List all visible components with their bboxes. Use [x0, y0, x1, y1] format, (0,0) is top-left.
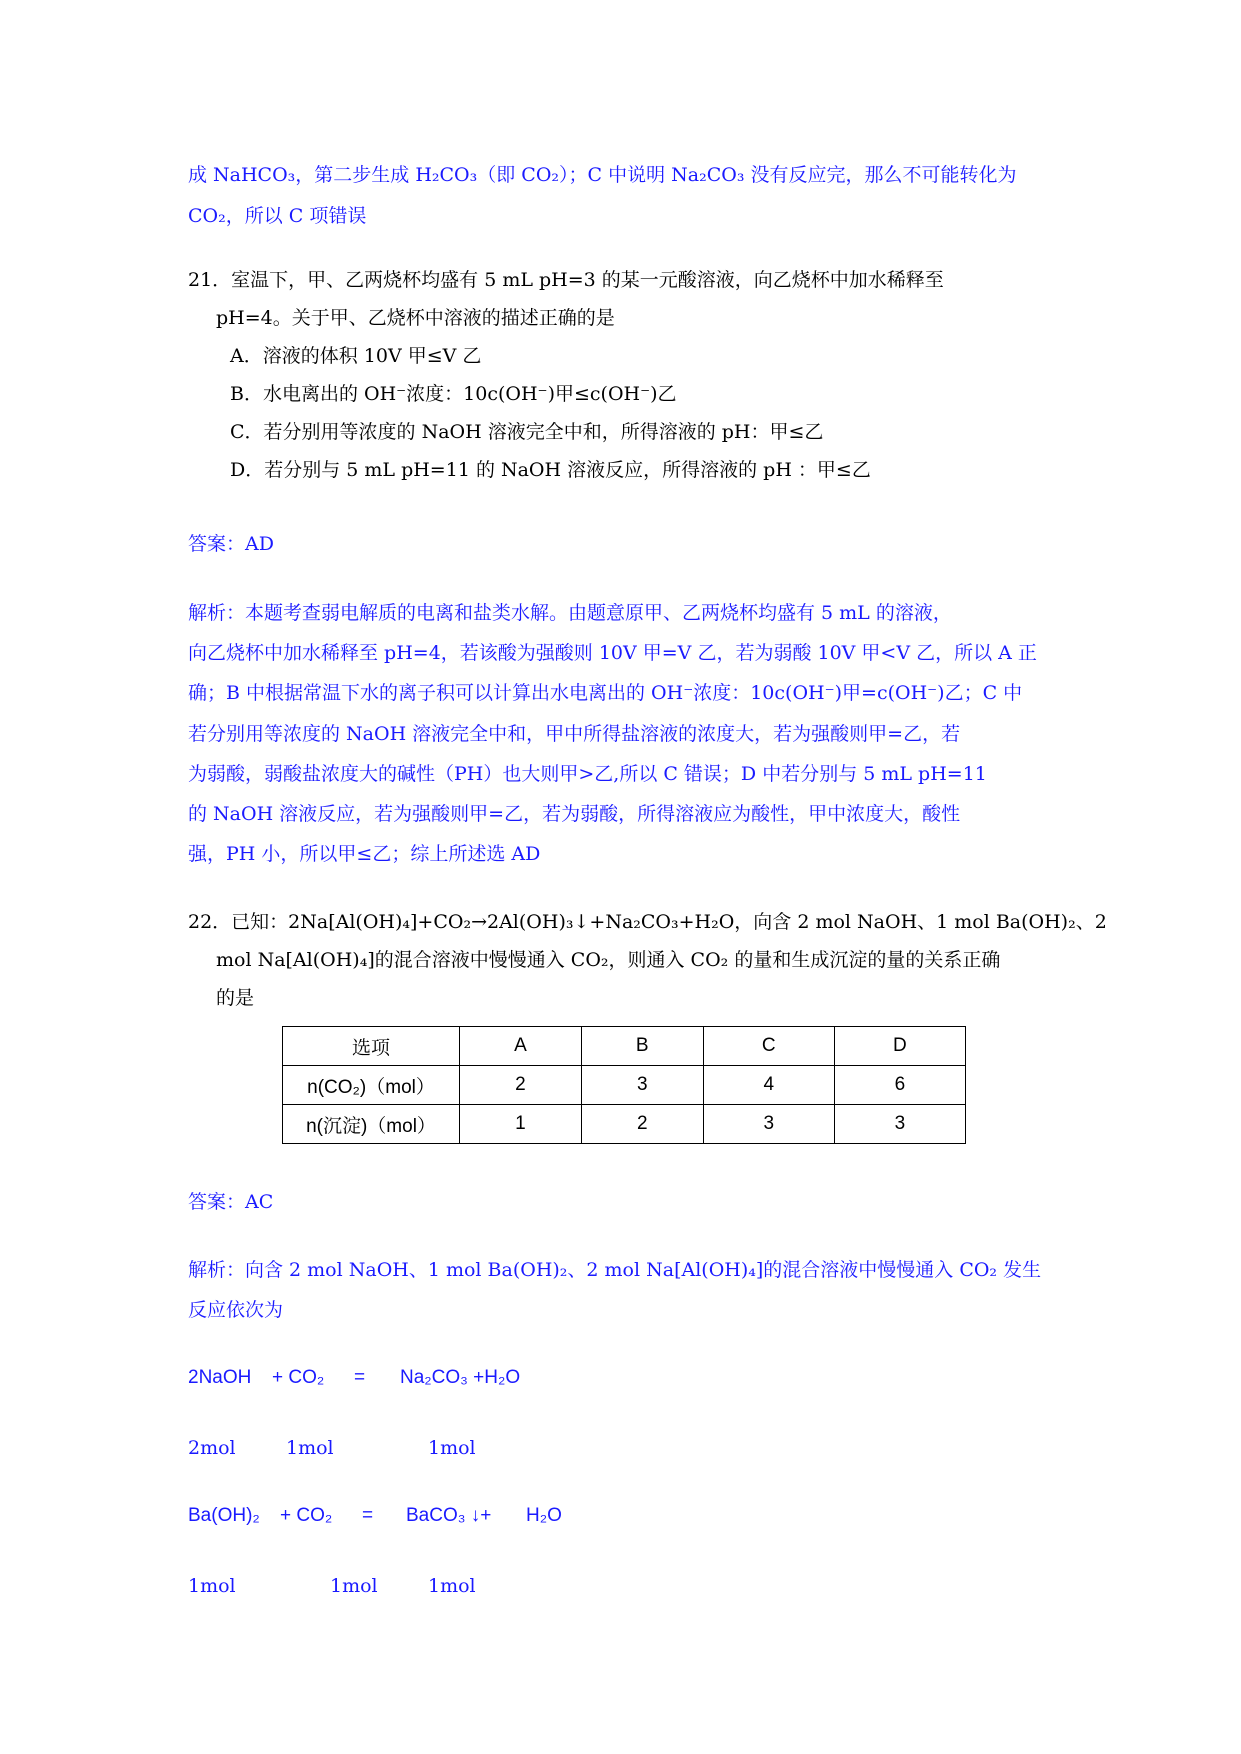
table-cell: 2 [581, 1105, 703, 1144]
table-header-cell: 选项 [283, 1027, 460, 1066]
q22-answer: 答案：AC [188, 1191, 274, 1213]
table-cell: 1 [460, 1105, 582, 1144]
table-row [283, 1066, 966, 1105]
options-table [282, 1026, 966, 1144]
table-cell: 4 [703, 1066, 834, 1105]
eq2-term: = [362, 1505, 374, 1526]
prev-explanation-line-2: CO₂，所以 C 项错误 [188, 205, 367, 227]
q22-stem-line-2: mol Na[Al(OH)₄]的混合溶液中慢慢通入 CO₂，则通入 CO₂ 的量和生成沉淀的量的关系正确 [216, 949, 1001, 971]
prev-explanation-line-1: 成 NaHCO₃，第二步生成 H₂CO₃（即 CO₂）；C 中说明 Na₂CO₃ 没有反应完，那么不可能转化为 [188, 164, 1017, 186]
eq2-term: BaCO₃ ↓+ [406, 1505, 492, 1526]
table-header-cell: D [834, 1027, 965, 1066]
eq2-mol: 1mol [188, 1575, 236, 1597]
table-row [283, 1105, 966, 1144]
q21-explanation-line-3: 确；B 中根据常温下水的离子积可以计算出水电离出的 OH⁻浓度：10c(OH⁻)甲=c(OH⁻)乙；C 中 [188, 682, 1023, 704]
eq1-term: = [354, 1367, 366, 1388]
eq1-mol: 1mol [286, 1437, 334, 1459]
eq1-mol: 1mol [428, 1437, 476, 1459]
eq2-mol: 1mol [330, 1575, 378, 1597]
table-cell: 3 [581, 1066, 703, 1105]
table-cell: n(CO₂)（mol） [283, 1066, 460, 1105]
q22-explanation-line-1: 解析：向含 2 mol NaOH、1 mol Ba(OH)₂、2 mol Na[Al(OH)₄]的混合溶液中慢慢通入 CO₂ 发生 [188, 1259, 1042, 1281]
q21-option-d: D．若分别与 5 mL pH=11 的 NaOH 溶液反应，所得溶液的 pH ：甲≤乙 [230, 459, 871, 481]
table-cell: 3 [834, 1105, 965, 1144]
table-cell: 3 [703, 1105, 834, 1144]
q22-explanation-line-2: 反应依次为 [188, 1299, 284, 1321]
q21-answer: 答案：AD [188, 533, 274, 555]
q21-option-a: A．溶液的体积 10V 甲≤V 乙 [230, 345, 482, 367]
table-header-cell: B [581, 1027, 703, 1066]
eq2-term: Ba(OH)₂ [188, 1505, 260, 1526]
table-cell: 6 [834, 1066, 965, 1105]
q21-option-c: C．若分别用等浓度的 NaOH 溶液完全中和，所得溶液的 pH：甲≤乙 [230, 421, 824, 443]
q21-explanation-line-6: 的 NaOH 溶液反应，若为强酸则甲=乙，若为弱酸，所得溶液应为酸性，甲中浓度大，酸性 [188, 803, 961, 825]
eq1-term: + CO₂ [272, 1367, 325, 1388]
eq1-term: Na₂CO₃ +H₂O [400, 1367, 521, 1388]
q21-stem-line-2: pH=4。关于甲、乙烧杯中溶液的描述正确的是 [216, 307, 615, 329]
q21-explanation-line-5: 为弱酸，弱酸盐浓度大的碱性（PH）也大则甲>乙,所以 C 错误；D 中若分别与 5 mL pH=11 [188, 763, 987, 785]
eq2-term: H₂O [526, 1505, 562, 1526]
eq2-term: + CO₂ [280, 1505, 333, 1526]
eq2-mol: 1mol [428, 1575, 476, 1597]
q21-explanation-line-2: 向乙烧杯中加水稀释至 pH=4，若该酸为强酸则 10V 甲=V 乙，若为弱酸 10V 甲<V 乙，所以 A 正 [188, 642, 1037, 664]
q21-stem-line-1: 21．室温下，甲、乙两烧杯均盛有 5 mL pH=3 的某一元酸溶液，向乙烧杯中加水稀释至 [188, 269, 944, 291]
table-header-cell: A [460, 1027, 582, 1066]
eq1-mol: 2mol [188, 1437, 236, 1459]
table-cell: 2 [460, 1066, 582, 1105]
q22-stem-line-1: 22．已知：2Na[Al(OH)₄]+CO₂→2Al(OH)₃↓+Na₂CO₃+H₂O，向含 2 mol NaOH、1 mol Ba(OH)₂、2 [188, 911, 1107, 933]
q21-explanation-line-4: 若分别用等浓度的 NaOH 溶液完全中和，甲中所得盐溶液的浓度大，若为强酸则甲=乙，若 [188, 723, 961, 745]
q22-stem-line-3: 的是 [216, 987, 255, 1009]
table-header-row [283, 1027, 966, 1066]
q21-explanation-line-1: 解析：本题考查弱电解质的电离和盐类水解。由题意原甲、乙两烧杯均盛有 5 mL 的溶液， [188, 602, 952, 624]
q21-explanation-line-7: 强，PH 小，所以甲≤乙；综上所述选 AD [188, 843, 541, 865]
q21-option-b: B．水电离出的 OH⁻浓度：10c(OH⁻)甲≤c(OH⁻)乙 [230, 383, 677, 405]
table-cell: n(沉淀)（mol） [283, 1105, 460, 1144]
eq1-term: 2NaOH [188, 1367, 252, 1388]
table-header-cell: C [703, 1027, 834, 1066]
